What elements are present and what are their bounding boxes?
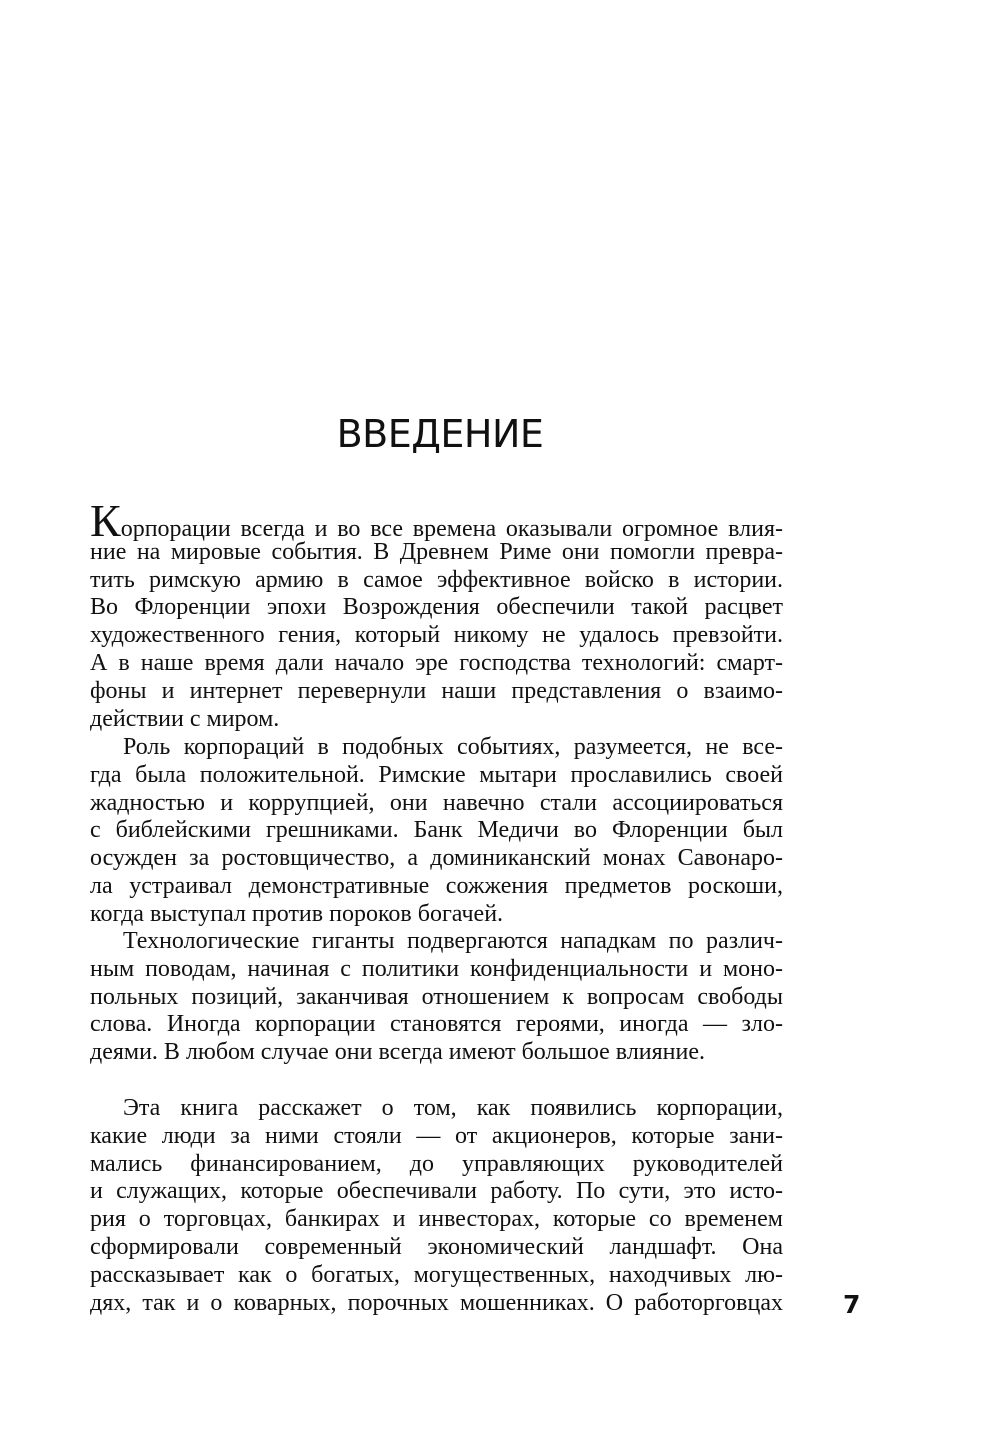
text-line: когда выступал против пороков богачей. [90,900,504,927]
paragraph-1 [90,495,783,733]
drop-cap: К [90,495,121,546]
text-line: художественного гения, который никому не удалось превзойти. [90,622,783,649]
paragraph-4 [90,1095,783,1317]
text-line: осужден за ростовщичество, а доминиканский монах Савонаро- [90,845,783,872]
text-line-rest: орпорации всегда и во все времена оказывали огромное влия- [120,516,783,542]
text-line: какие люди за ними стояли — от акционеров, которые зани- [90,1122,783,1149]
text-line: Технологические гиганты подвергаются нападкам по различ- [123,928,783,954]
text-line: тить римскую армию в самое эффективное войско в истории. [90,566,783,593]
text-line: слова. Иногда корпорации становятся героями, иногда — зло- [90,1011,783,1038]
text-line: Во Флоренции эпохи Возрождения обеспечили такой расцвет [90,594,783,621]
text-line [90,495,783,546]
chapter-title: ВВЕДЕНИЕ [336,412,544,456]
paragraph-2 [90,734,783,929]
text-line: фоны и интернет перевернули наши представления о взаимо- [90,677,783,704]
text-line: польных позиций, заканчивая отношением к вопросам свободы [90,983,783,1010]
text-line: деями. В любом случае они всегда имеют большое влияние. [90,1039,706,1066]
text-line: с библейскими грешниками. Банк Медичи во Флоренции был [90,817,783,844]
page-number: 7 [843,1290,861,1319]
text-line: дях, так и о коварных, порочных мошенниках. О работорговцах [90,1289,783,1316]
text-line: действии с миром. [90,705,280,732]
text-line: жадностью и коррупцией, они навечно стали ассоциироваться [90,789,783,816]
text-line: мались финансированием, до управляющих руководителей [90,1150,783,1177]
paragraph-3 [90,928,783,1067]
text-line: ла устраивал демонстративные сожжения предметов роскоши, [90,872,783,899]
text-line: А в наше время дали начало эре господства технологий: смарт- [90,649,783,676]
text-line: Роль корпораций в подобных событиях, разумеется, не все- [123,734,783,760]
text-line: ние на мировые события. В Древнем Риме они помогли превра- [90,538,783,565]
text-line: рия о торговцах, банкирах и инвесторах, которые со временем [90,1206,783,1233]
text-line: сформировали современный экономический ландшафт. Она [90,1233,783,1260]
text-line: Эта книга расскажет о том, как появились корпорации, [123,1095,783,1121]
text-line: ным поводам, начиная с политики конфиденциальности и моно- [90,955,783,982]
text-line: гда была положительной. Римские мытари прославились своей [90,761,783,788]
text-line: рассказывает как о богатых, могущественных, находчивых лю- [90,1261,783,1288]
text-line: и служащих, которые обеспечивали работу. По сути, это исто- [90,1178,783,1205]
